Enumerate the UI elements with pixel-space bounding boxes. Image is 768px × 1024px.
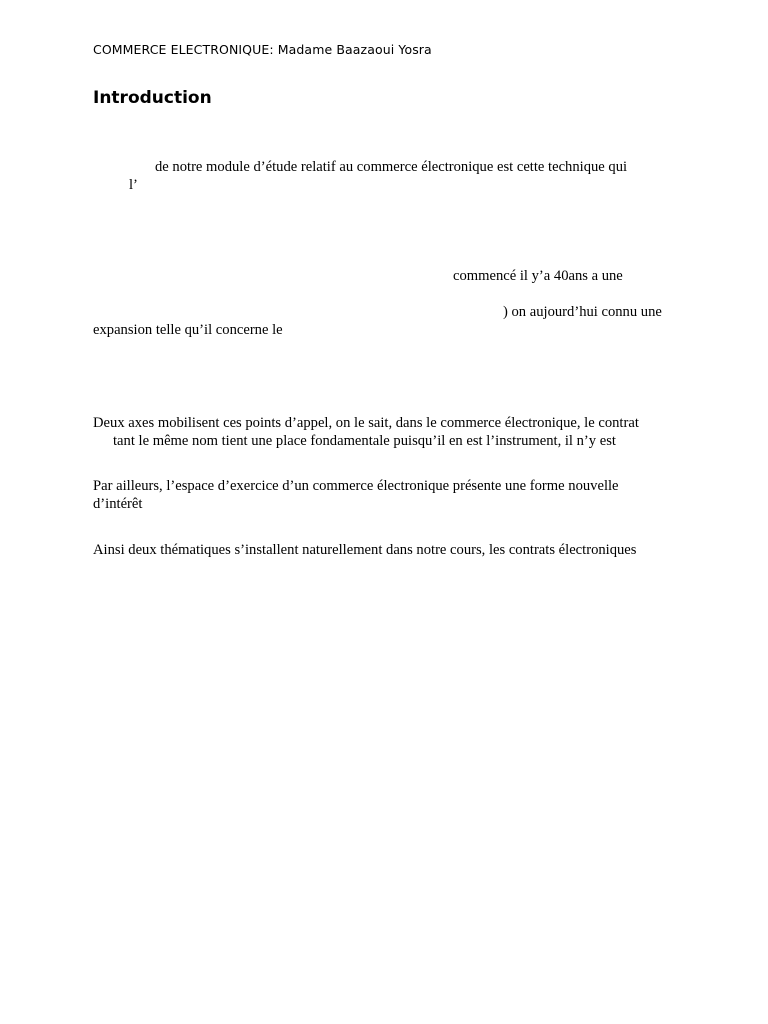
text-line: commencé il y’a 40ans a une xyxy=(453,268,623,284)
section-title: Introduction xyxy=(93,88,212,108)
text-line: Ainsi deux thématiques s’installent naturellement dans notre cours, les contrats électroniques xyxy=(93,542,637,558)
page-header: COMMERCE ELECTRONIQUE: Madame Baazaoui Yosra xyxy=(93,42,432,57)
text-line: l’ xyxy=(129,177,138,193)
text-line: Par ailleurs, l’espace d’exercice d’un commerce électronique présente une forme nouvelle xyxy=(93,478,619,494)
text-line: ) on aujourd’hui connu une xyxy=(503,304,662,320)
text-line: Deux axes mobilisent ces points d’appel, on le sait, dans le commerce électronique, le contrat xyxy=(93,415,639,431)
text-line: tant le même nom tient une place fondamentale puisqu’il en est l’instrument, il n’y est xyxy=(113,433,616,449)
text-line: d’intérêt xyxy=(93,496,143,512)
text-line: expansion telle qu’il concerne le xyxy=(93,322,283,338)
text-line: de notre module d’étude relatif au commerce électronique est cette technique qui xyxy=(155,159,628,175)
